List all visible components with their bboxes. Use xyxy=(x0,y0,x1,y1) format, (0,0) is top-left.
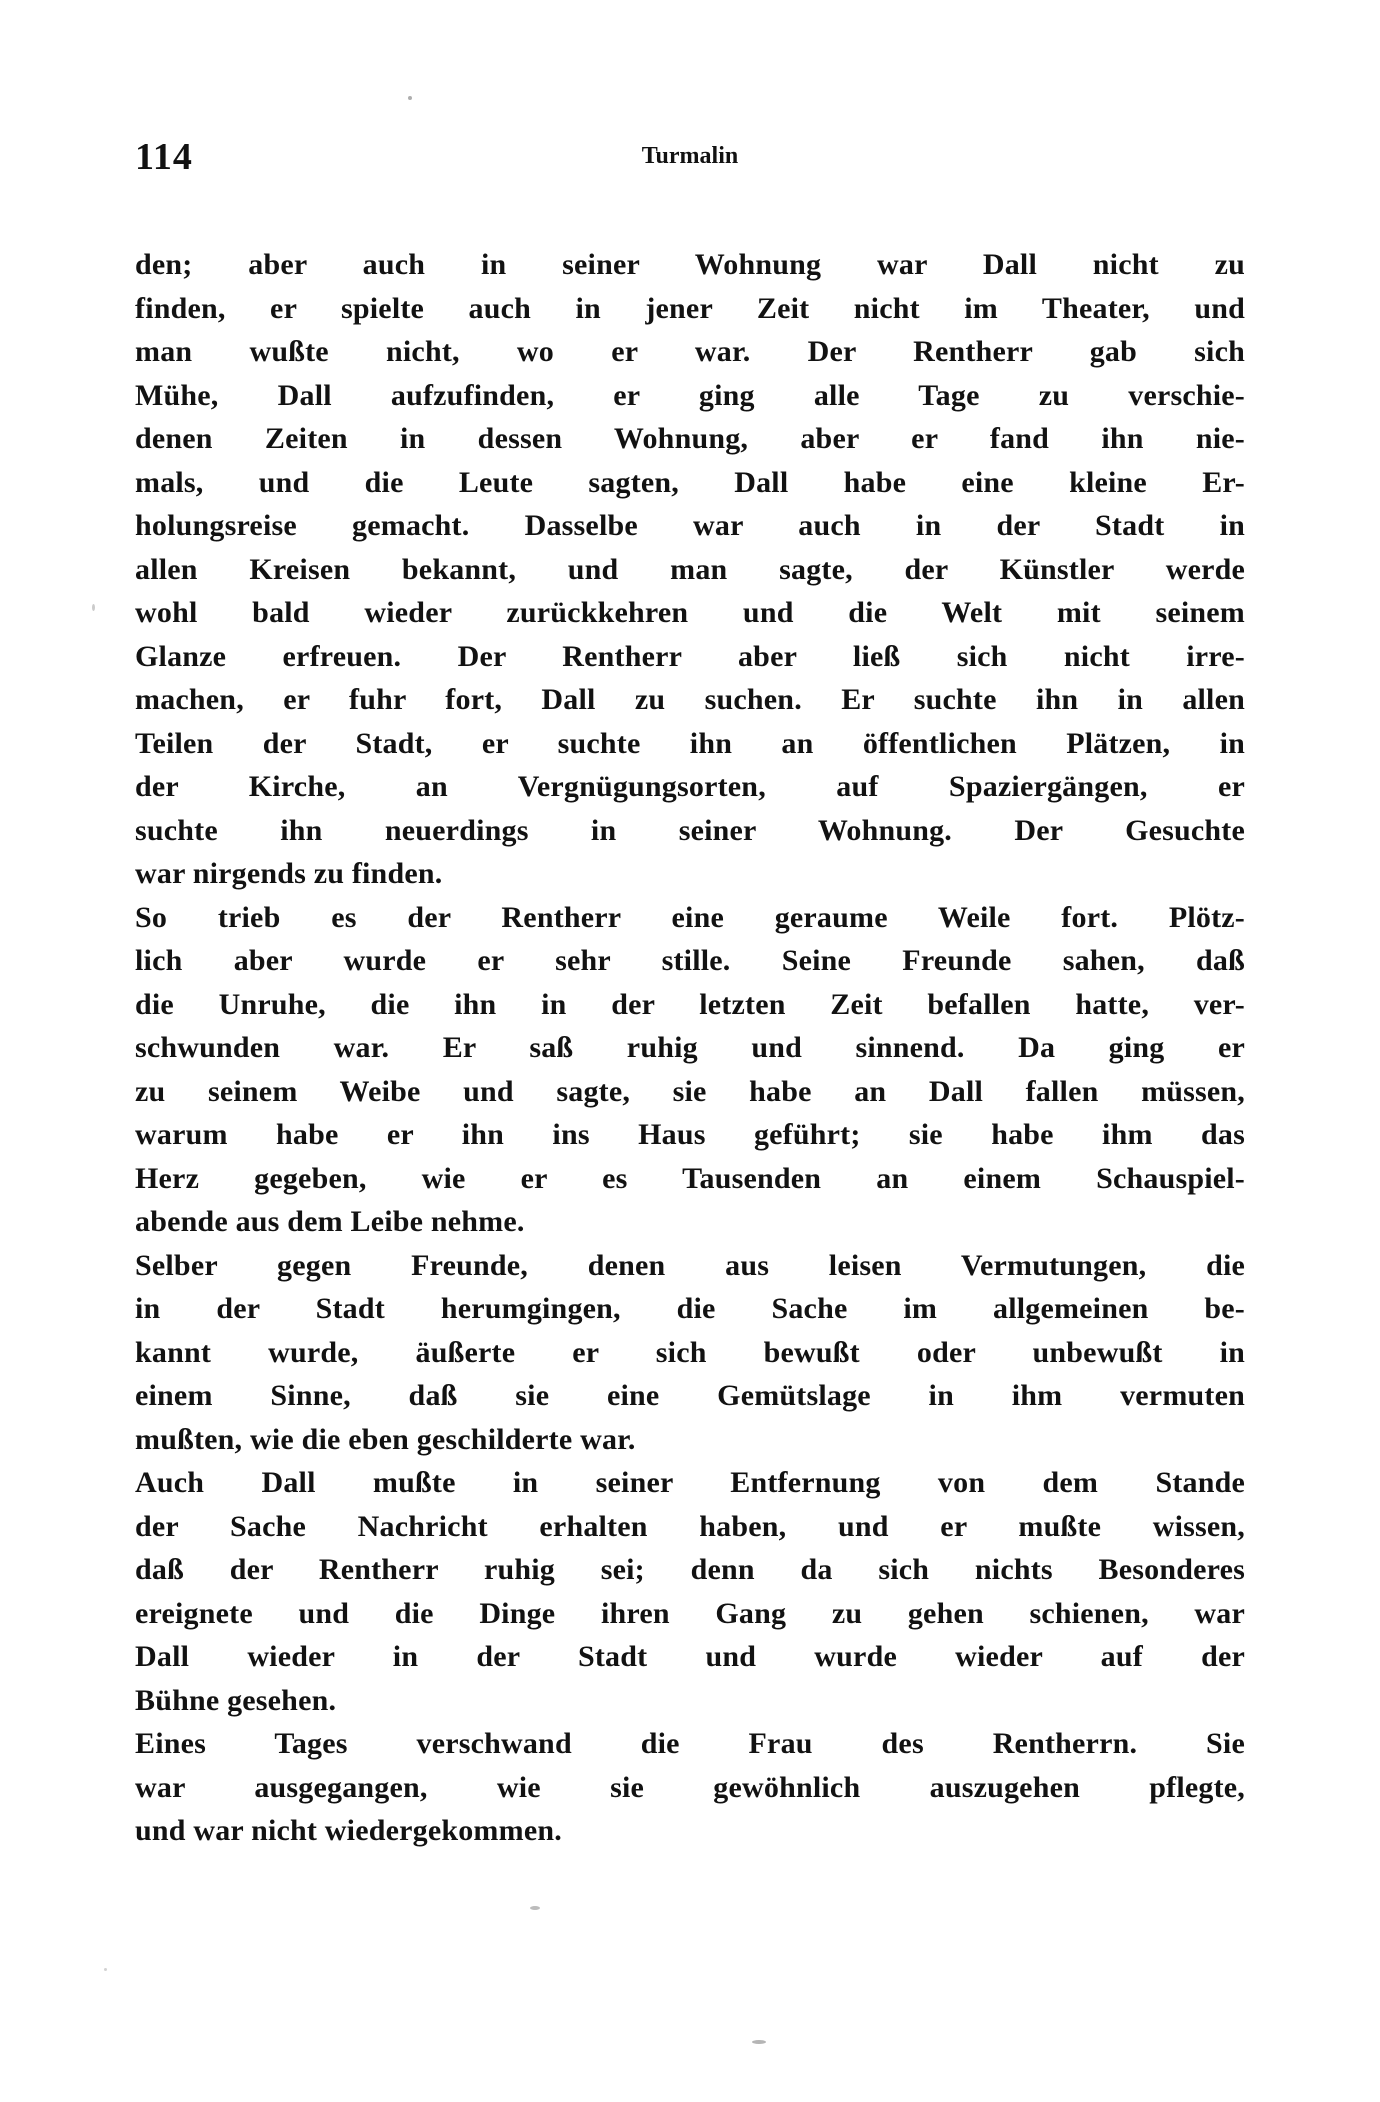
text-line: wohl bald wieder zurückkehren und die Welt mit seinem xyxy=(135,596,1245,629)
text-line: ereignete und die Dinge ihren Gang zu gehen schienen, war xyxy=(135,1596,1245,1630)
scan-speck xyxy=(752,2040,766,2044)
text-line: warum habe er ihn ins Haus geführt; sie habe ihm das xyxy=(135,1118,1245,1151)
text-line: mals, und die Leute sagten, Dall habe eine kleine Er- xyxy=(135,465,1245,499)
text-line: und war nicht wiedergekommen. xyxy=(135,1814,562,1847)
text-line: allen Kreisen bekannt, und man sagte, der Künstler werde xyxy=(135,552,1245,586)
text-line: mußten, wie die eben geschilderte war. xyxy=(135,1422,636,1456)
text-line: lich aber wurde er sehr stille. Seine Freunde sahen, daß xyxy=(135,944,1245,977)
text-line: machen, er fuhr fort, Dall zu suchen. Er suchte ihn in allen xyxy=(135,683,1245,716)
text-line: der Kirche, an Vergnügungsorten, auf Spaziergängen, er xyxy=(135,770,1245,803)
text-line: Mühe, Dall aufzufinden, er ging alle Tage zu verschie- xyxy=(135,378,1245,412)
paragraph xyxy=(135,896,1245,1244)
text-line: Bühne gesehen. xyxy=(135,1683,337,1717)
running-title: Turmalin xyxy=(641,143,739,169)
text-line: holungsreise gemacht. Dasselbe war auch in der Stadt in xyxy=(135,509,1245,542)
text-line: Dall wieder in der Stadt und wurde wieder auf der xyxy=(135,1640,1245,1673)
paragraph xyxy=(135,1722,1245,1853)
text-line: Teilen der Stadt, er suchte ihn an öffentlichen Plätzen, in xyxy=(135,726,1245,760)
paragraph xyxy=(135,1461,1245,1722)
page-header xyxy=(135,138,1245,186)
page-number: 114 xyxy=(135,136,193,178)
scan-speck xyxy=(530,1906,540,1910)
text-line: Auch Dall mußte in seiner Entfernung von dem Stande xyxy=(135,1466,1245,1499)
scan-speck xyxy=(92,604,95,611)
text-line: man wußte nicht, wo er war. Der Rentherr gab sich xyxy=(135,335,1245,368)
text-line: schwunden war. Er saß ruhig und sinnend. Da ging er xyxy=(135,1031,1245,1064)
text-line: denen Zeiten in dessen Wohnung, aber er fand ihn nie- xyxy=(135,422,1245,455)
scan-speck xyxy=(104,1968,107,1971)
text-line: war ausgegangen, wie sie gewöhnlich auszugehen pflegte, xyxy=(135,1770,1245,1804)
text-line: Herz gegeben, wie er es Tausenden an einem Schauspiel- xyxy=(135,1161,1245,1195)
text-line: kannt wurde, äußerte er sich bewußt oder unbewußt in xyxy=(135,1335,1245,1369)
text-line: Eines Tages verschwand die Frau des Rentherrn. Sie xyxy=(135,1727,1245,1760)
text-line: war nirgends zu finden. xyxy=(135,857,443,890)
text-block xyxy=(135,243,1245,1853)
text-line: suchte ihn neuerdings in seiner Wohnung. Der Gesuchte xyxy=(135,813,1245,847)
text-line: den; aber auch in seiner Wohnung war Dall nicht zu xyxy=(135,248,1245,281)
text-line: abende aus dem Leibe nehme. xyxy=(135,1205,525,1238)
text-line: zu seinem Weibe und sagte, sie habe an Dall fallen müssen, xyxy=(135,1074,1245,1108)
text-line: So trieb es der Rentherr eine geraume Weile fort. Plötz- xyxy=(135,900,1245,934)
text-line: die Unruhe, die ihn in der letzten Zeit befallen hatte, ver- xyxy=(135,987,1245,1021)
text-line: Glanze erfreuen. Der Rentherr aber ließ sich nicht irre- xyxy=(135,639,1245,673)
text-line: finden, er spielte auch in jener Zeit nicht im Theater, und xyxy=(135,291,1245,325)
text-line: der Sache Nachricht erhalten haben, und er mußte wissen, xyxy=(135,1509,1245,1543)
text-line: in der Stadt herumgingen, die Sache im allgemeinen be- xyxy=(135,1292,1245,1325)
paragraph xyxy=(135,1244,1245,1462)
text-line: Selber gegen Freunde, denen aus leisen Vermutungen, die xyxy=(135,1248,1245,1282)
paragraph xyxy=(135,243,1245,896)
text-line: einem Sinne, daß sie eine Gemütslage in ihm vermuten xyxy=(135,1379,1245,1412)
scan-speck xyxy=(408,96,412,100)
text-line: daß der Rentherr ruhig sei; denn da sich nichts Besonderes xyxy=(135,1553,1245,1586)
